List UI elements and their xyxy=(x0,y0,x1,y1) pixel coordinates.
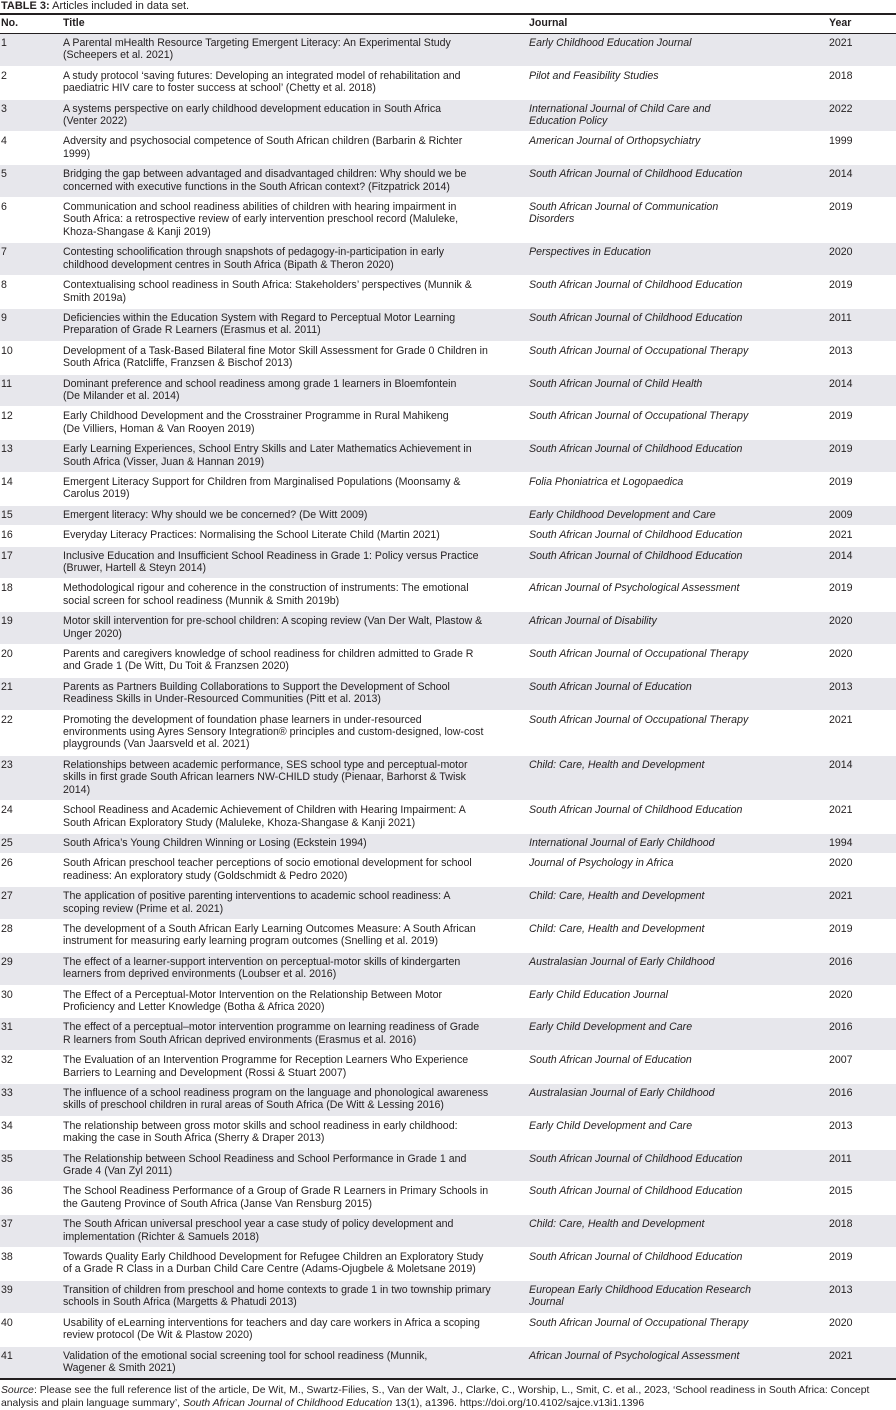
cell-year: 2018 xyxy=(828,66,896,99)
cell-journal: South African Journal of Child Health xyxy=(528,374,828,407)
cell-title: Everyday Literacy Practices: Normalising the School Literate Child (Martin 2021) xyxy=(62,526,528,546)
table-row xyxy=(0,66,896,99)
cell-title: Bridging the gap between advantaged and disadvantaged children: Why should we be concerned with executive functions in the South African context? (Fitzpatrick 2014) xyxy=(62,165,528,198)
cell-journal: South African Journal of Childhood Education xyxy=(528,526,828,546)
cell-title: Early Learning Experiences, School Entry Skills and Later Mathematics Achievement in South Africa (Visser, Juan & Hannan 2019) xyxy=(62,440,528,473)
table-row xyxy=(0,854,896,887)
cell-year: 2021 xyxy=(828,801,896,834)
table-row xyxy=(0,1149,896,1182)
table-row xyxy=(0,34,896,67)
cell-year: 2014 xyxy=(828,546,896,579)
cell-number: 18 xyxy=(0,579,62,612)
cell-journal: South African Journal of Education xyxy=(528,1051,828,1084)
cell-number: 22 xyxy=(0,710,62,755)
cell-journal: African Journal of Disability xyxy=(528,612,828,645)
cell-year: 2018 xyxy=(828,1215,896,1248)
table-row xyxy=(0,677,896,710)
cell-number: 41 xyxy=(0,1346,62,1379)
cell-number: 25 xyxy=(0,833,62,853)
table-row xyxy=(0,243,896,276)
cell-journal: South African Journal of Occupational Therapy xyxy=(528,1313,828,1346)
cell-number: 29 xyxy=(0,952,62,985)
table-row xyxy=(0,952,896,985)
cell-title: The School Readiness Performance of a Group of Grade R Learners in Primary Schools in the Gauteng Province of South Africa (Janse Van Rensburg 2015) xyxy=(62,1182,528,1215)
cell-title: The effect of a learner-support intervention on perceptual-motor skills of kindergarten learners from deprived environments (Loubser et al. 2016) xyxy=(62,952,528,985)
table-row xyxy=(0,1280,896,1313)
cell-journal: South African Journal of Occupational Therapy xyxy=(528,645,828,678)
cell-year: 2011 xyxy=(828,1149,896,1182)
cell-journal: South African Journal of Occupational Therapy xyxy=(528,341,828,374)
header-title: Title xyxy=(62,14,528,34)
cell-number: 7 xyxy=(0,243,62,276)
cell-number: 40 xyxy=(0,1313,62,1346)
cell-number: 21 xyxy=(0,677,62,710)
header-no: No. xyxy=(0,14,62,34)
table-row xyxy=(0,440,896,473)
table-row xyxy=(0,407,896,440)
cell-title: Usability of eLearning interventions for teachers and day care workers in Africa a scoping review protocol (De Wit & Plastow 2020) xyxy=(62,1313,528,1346)
caption-label: TABLE 3: xyxy=(1,0,50,12)
table-row xyxy=(0,374,896,407)
cell-number: 24 xyxy=(0,801,62,834)
cell-journal: African Journal of Psychological Assessment xyxy=(528,579,828,612)
cell-year: 2020 xyxy=(828,243,896,276)
cell-number: 10 xyxy=(0,341,62,374)
cell-year: 2013 xyxy=(828,341,896,374)
cell-journal: South African Journal of Occupational Therapy xyxy=(528,710,828,755)
cell-year: 2016 xyxy=(828,1084,896,1117)
table-row xyxy=(0,132,896,165)
cell-title: Motor skill intervention for pre-school children: A scoping review (Van Der Walt, Plastow & Unger 2020) xyxy=(62,612,528,645)
cell-year: 2019 xyxy=(828,472,896,505)
cell-number: 38 xyxy=(0,1248,62,1281)
cell-title: The relationship between gross motor skills and school readiness in early childhood: making the case in South Africa (Sherry & Draper 2013) xyxy=(62,1116,528,1149)
cell-number: 17 xyxy=(0,546,62,579)
cell-title: Inclusive Education and Insufficient School Readiness in Grade 1: Policy versus Practice (Bruwer, Hartell & Steyn 2014) xyxy=(62,546,528,579)
cell-title: Early Childhood Development and the Crosstrainer Programme in Rural Mahikeng (De Villiers, Homan & Van Rooyen 2019) xyxy=(62,407,528,440)
table-row xyxy=(0,1182,896,1215)
cell-year: 2019 xyxy=(828,579,896,612)
table-row xyxy=(0,612,896,645)
table-row xyxy=(0,579,896,612)
cell-number: 14 xyxy=(0,472,62,505)
cell-year: 2021 xyxy=(828,887,896,920)
cell-title: Emergent Literacy Support for Children from Marginalised Populations (Moonsamy & Carolus 2019) xyxy=(62,472,528,505)
cell-title: A systems perspective on early childhood development education in South Africa (Venter 2022) xyxy=(62,99,528,132)
cell-journal: South African Journal of Childhood Education xyxy=(528,1248,828,1281)
cell-year: 2013 xyxy=(828,1116,896,1149)
cell-number: 5 xyxy=(0,165,62,198)
cell-journal: South African Journal of Childhood Education xyxy=(528,440,828,473)
cell-year: 2015 xyxy=(828,1182,896,1215)
cell-year: 2020 xyxy=(828,612,896,645)
cell-title: The application of positive parenting interventions to academic school readiness: A scoping review (Prime et al. 2021) xyxy=(62,887,528,920)
source-text: : Please see the full reference list of the article, De Wit, M., Swartz-Filies, S., Van der Walt, J., Clarke, C., Worship, L., Smit, C. et al., 2023, ‘School readiness in South Africa: Concept analysis and plain language summary’, xyxy=(1,1385,870,1409)
cell-title: Adversity and psychosocial competence of South African children (Barbarin & Richter 1999) xyxy=(62,132,528,165)
cell-title: The effect of a perceptual–motor intervention programme on learning readiness of Grade R learners from South African deprived environments (Erasmus et al. 2016) xyxy=(62,1018,528,1051)
table-row xyxy=(0,1018,896,1051)
cell-title: Transition of children from preschool and home contexts to grade 1 in two township primary schools in South Africa (Margetts & Phatudi 2013) xyxy=(62,1280,528,1313)
cell-journal: Perspectives in Education xyxy=(528,243,828,276)
cell-journal: South African Journal of Childhood Education xyxy=(528,308,828,341)
cell-year: 2021 xyxy=(828,526,896,546)
table-row xyxy=(0,645,896,678)
cell-number: 11 xyxy=(0,374,62,407)
cell-year: 2013 xyxy=(828,1280,896,1313)
table-row xyxy=(0,755,896,800)
source-citation: 13(1), a1396. https://doi.org/10.4102/sajce.v13i1.1396 xyxy=(392,1397,645,1409)
table-row xyxy=(0,1215,896,1248)
cell-number: 2 xyxy=(0,66,62,99)
cell-title: Relationships between academic performance, SES school type and perceptual-motor skills in first grade South African learners NW-CHILD study (Pienaar, Barhorst & Twisk 2014) xyxy=(62,755,528,800)
cell-title: A Parental mHealth Resource Targeting Emergent Literacy: An Experimental Study (Scheepers et al. 2021) xyxy=(62,34,528,67)
cell-journal: Pilot and Feasibility Studies xyxy=(528,66,828,99)
cell-journal: International Journal of Child Care and Education Policy xyxy=(528,99,828,132)
cell-title: A study protocol ‘saving futures: Developing an integrated model of rehabilitation and paediatric HIV care to foster success at school’ (Chetty et al. 2018) xyxy=(62,66,528,99)
cell-year: 2019 xyxy=(828,440,896,473)
table-row xyxy=(0,546,896,579)
cell-number: 9 xyxy=(0,308,62,341)
cell-journal: Folia Phoniatrica et Logopaedica xyxy=(528,472,828,505)
cell-year: 1994 xyxy=(828,833,896,853)
cell-title: Contesting schoolification through snapshots of pedagogy-in-participation in early childhood development centres in South Africa (Bipath & Theron 2020) xyxy=(62,243,528,276)
table-row xyxy=(0,1051,896,1084)
table-row xyxy=(0,801,896,834)
cell-title: Parents and caregivers knowledge of school readiness for children admitted to Grade R and Grade 1 (De Witt, Du Toit & Franzsen 2020) xyxy=(62,645,528,678)
cell-journal: Australasian Journal of Early Childhood xyxy=(528,1084,828,1117)
cell-title: The South African universal preschool year a case study of policy development and implementation (Richter & Samuels 2018) xyxy=(62,1215,528,1248)
cell-year: 2022 xyxy=(828,99,896,132)
cell-title: Methodological rigour and coherence in the construction of instruments: The emotional social screen for school readiness (Munnik & Smith 2019b) xyxy=(62,579,528,612)
cell-number: 37 xyxy=(0,1215,62,1248)
cell-year: 2007 xyxy=(828,1051,896,1084)
cell-number: 19 xyxy=(0,612,62,645)
cell-title: Emergent literacy: Why should we be concerned? (De Witt 2009) xyxy=(62,505,528,525)
source-journal: South African Journal of Childhood Education xyxy=(182,1397,393,1409)
cell-number: 12 xyxy=(0,407,62,440)
cell-journal: South African Journal of Childhood Education xyxy=(528,1182,828,1215)
cell-title: Dominant preference and school readiness among grade 1 learners in Bloemfontein (De Milander et al. 2014) xyxy=(62,374,528,407)
cell-journal: American Journal of Orthopsychiatry xyxy=(528,132,828,165)
cell-number: 26 xyxy=(0,854,62,887)
cell-number: 15 xyxy=(0,505,62,525)
cell-title: Communication and school readiness abilities of children with hearing impairment in South Africa: a retrospective review of early intervention preschool record (Maluleke, Khoza-Shangase & Kanji 2019) xyxy=(62,198,528,243)
header-journal: Journal xyxy=(528,14,828,34)
table-row xyxy=(0,165,896,198)
cell-number: 16 xyxy=(0,526,62,546)
table-row xyxy=(0,1346,896,1379)
cell-year: 2021 xyxy=(828,34,896,67)
cell-journal: Early Child Development and Care xyxy=(528,1018,828,1051)
cell-number: 28 xyxy=(0,919,62,952)
cell-year: 2021 xyxy=(828,710,896,755)
cell-title: Parents as Partners Building Collaborations to Support the Development of School Readiness Skills in Under-Resourced Communities (Pitt et al. 2013) xyxy=(62,677,528,710)
cell-year: 2016 xyxy=(828,952,896,985)
header-year: Year xyxy=(828,14,896,34)
table-row xyxy=(0,308,896,341)
cell-title: The influence of a school readiness program on the language and phonological awareness skills of preschool children in rural areas of South Africa (De Witt & Lessing 2016) xyxy=(62,1084,528,1117)
source-note xyxy=(0,1385,896,1410)
cell-number: 20 xyxy=(0,645,62,678)
cell-journal: South African Journal of Childhood Education xyxy=(528,546,828,579)
table-row xyxy=(0,1248,896,1281)
cell-journal: Early Child Education Journal xyxy=(528,985,828,1018)
cell-year: 2013 xyxy=(828,677,896,710)
cell-number: 23 xyxy=(0,755,62,800)
cell-title: The Effect of a Perceptual-Motor Intervention on the Relationship Between Motor Proficiency and Letter Knowledge (Botha & Africa 2020) xyxy=(62,985,528,1018)
cell-journal: Australasian Journal of Early Childhood xyxy=(528,952,828,985)
table-row xyxy=(0,505,896,525)
table-row xyxy=(0,526,896,546)
articles-table xyxy=(0,13,896,1380)
table-row xyxy=(0,1084,896,1117)
cell-title: The development of a South African Early Learning Outcomes Measure: A South African instrument for measuring early learning program outcomes (Snelling et al. 2019) xyxy=(62,919,528,952)
cell-year: 2021 xyxy=(828,1346,896,1379)
table-row xyxy=(0,710,896,755)
cell-number: 32 xyxy=(0,1051,62,1084)
table-row xyxy=(0,1313,896,1346)
cell-journal: African Journal of Psychological Assessment xyxy=(528,1346,828,1379)
cell-number: 36 xyxy=(0,1182,62,1215)
cell-title: South Africa’s Young Children Winning or Losing (Eckstein 1994) xyxy=(62,833,528,853)
cell-year: 2019 xyxy=(828,198,896,243)
cell-number: 1 xyxy=(0,34,62,67)
cell-journal: Child: Care, Health and Development xyxy=(528,887,828,920)
cell-year: 2014 xyxy=(828,374,896,407)
cell-year: 2011 xyxy=(828,308,896,341)
table-body xyxy=(0,34,896,1248)
cell-year: 2014 xyxy=(828,755,896,800)
cell-year: 2020 xyxy=(828,645,896,678)
cell-year: 1999 xyxy=(828,132,896,165)
cell-journal: European Early Childhood Education Research Journal xyxy=(528,1280,828,1313)
table-row xyxy=(0,472,896,505)
cell-year: 2014 xyxy=(828,165,896,198)
cell-number: 35 xyxy=(0,1149,62,1182)
cell-journal: South African Journal of Communication Disorders xyxy=(528,198,828,243)
cell-number: 33 xyxy=(0,1084,62,1117)
cell-number: 13 xyxy=(0,440,62,473)
table-row xyxy=(0,1116,896,1149)
cell-title: South African preschool teacher perceptions of socio emotional development for school readiness: An exploratory study (Goldschmidt & Pedro 2020) xyxy=(62,854,528,887)
cell-year: 2020 xyxy=(828,854,896,887)
table-row xyxy=(0,341,896,374)
table-body-continued xyxy=(0,1248,896,1380)
cell-number: 4 xyxy=(0,132,62,165)
cell-year: 2016 xyxy=(828,1018,896,1051)
cell-journal: South African Journal of Childhood Education xyxy=(528,165,828,198)
cell-title: Deficiencies within the Education System with Regard to Perceptual Motor Learning Preparation of Grade R Learners (Erasmus et al. 2011) xyxy=(62,308,528,341)
cell-number: 30 xyxy=(0,985,62,1018)
cell-journal: South African Journal of Childhood Education xyxy=(528,276,828,309)
cell-number: 27 xyxy=(0,887,62,920)
cell-year: 2019 xyxy=(828,407,896,440)
cell-year: 2019 xyxy=(828,919,896,952)
table-row xyxy=(0,198,896,243)
cell-number: 6 xyxy=(0,198,62,243)
table-caption xyxy=(0,0,896,13)
table-row xyxy=(0,276,896,309)
cell-title: The Evaluation of an Intervention Programme for Reception Learners Who Experience Barriers to Learning and Development (Rossi & Stuart 2007) xyxy=(62,1051,528,1084)
caption-text: Articles included in data set. xyxy=(49,0,190,12)
cell-number: 3 xyxy=(0,99,62,132)
table-header xyxy=(0,14,896,34)
cell-number: 8 xyxy=(0,276,62,309)
cell-journal: Early Child Development and Care xyxy=(528,1116,828,1149)
cell-journal: South African Journal of Childhood Education xyxy=(528,1149,828,1182)
cell-year: 2009 xyxy=(828,505,896,525)
cell-journal: Child: Care, Health and Development xyxy=(528,919,828,952)
cell-journal: Journal of Psychology in Africa xyxy=(528,854,828,887)
cell-journal: Early Childhood Education Journal xyxy=(528,34,828,67)
cell-journal: South African Journal of Childhood Education xyxy=(528,801,828,834)
cell-number: 34 xyxy=(0,1116,62,1149)
table-row xyxy=(0,833,896,853)
cell-journal: Child: Care, Health and Development xyxy=(528,755,828,800)
cell-journal: International Journal of Early Childhood xyxy=(528,833,828,853)
cell-journal: South African Journal of Occupational Therapy xyxy=(528,407,828,440)
table-row xyxy=(0,919,896,952)
cell-journal: Early Childhood Development and Care xyxy=(528,505,828,525)
cell-number: 31 xyxy=(0,1018,62,1051)
cell-title: School Readiness and Academic Achievement of Children with Hearing Impairment: A South African Exploratory Study (Maluleke, Khoza-Shangase & Kanji 2021) xyxy=(62,801,528,834)
cell-year: 2020 xyxy=(828,1313,896,1346)
cell-number: 39 xyxy=(0,1280,62,1313)
cell-year: 2019 xyxy=(828,276,896,309)
table-row xyxy=(0,985,896,1018)
table-row xyxy=(0,99,896,132)
cell-journal: South African Journal of Education xyxy=(528,677,828,710)
table-row xyxy=(0,887,896,920)
cell-year: 2020 xyxy=(828,985,896,1018)
cell-title: Validation of the emotional social screening tool for school readiness (Munnik, Wagener & Smith 2021) xyxy=(62,1346,528,1379)
cell-year: 2019 xyxy=(828,1248,896,1281)
cell-journal: Child: Care, Health and Development xyxy=(528,1215,828,1248)
cell-title: Development of a Task-Based Bilateral fine Motor Skill Assessment for Grade 0 Children in South Africa (Ratcliffe, Franzsen & Bischof 2013) xyxy=(62,341,528,374)
cell-title: Contextualising school readiness in South Africa: Stakeholders’ perspectives (Munnik & Smith 2019a) xyxy=(62,276,528,309)
source-label: Source xyxy=(1,1385,34,1397)
cell-title: Towards Quality Early Childhood Development for Refugee Children an Exploratory Study of a Grade R Class in a Durban Child Care Centre (Adams-Ojugbele & Moletsane 2019) xyxy=(62,1248,528,1281)
cell-title: Promoting the development of foundation phase learners in under-resourced environments using Ayres Sensory Integration® principles and custom-designed, low-cost playgrounds (Van Jaarsveld et al. 2021) xyxy=(62,710,528,755)
cell-title: The Relationship between School Readiness and School Performance in Grade 1 and Grade 4 (Van Zyl 2011) xyxy=(62,1149,528,1182)
